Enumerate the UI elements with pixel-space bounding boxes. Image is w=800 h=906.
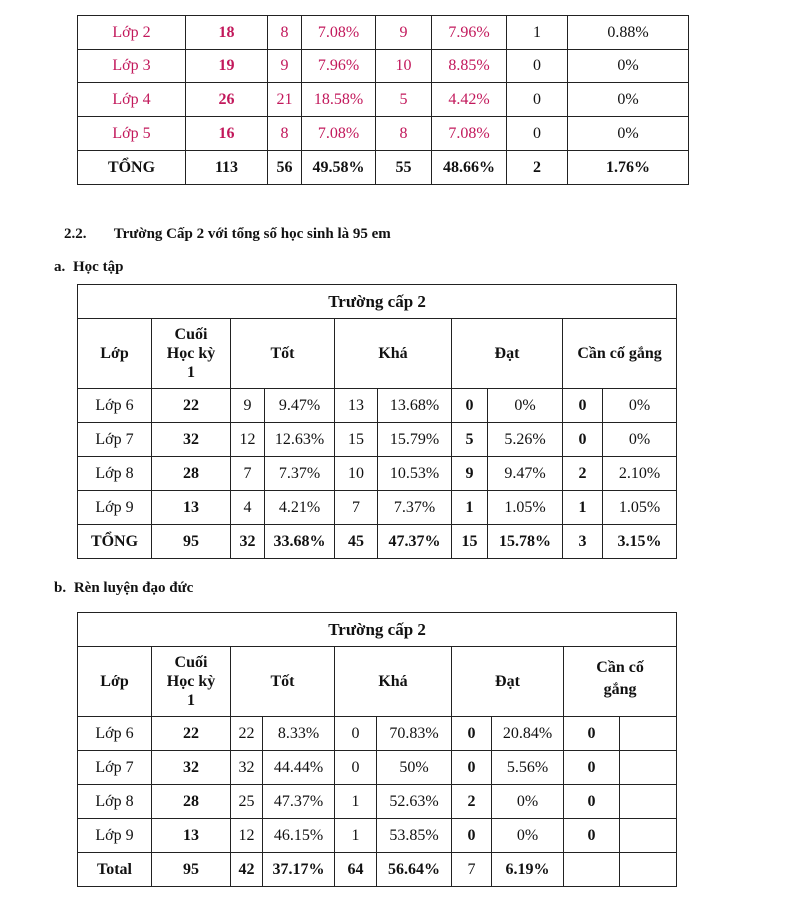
header-line: Cần cố xyxy=(596,659,644,676)
section-title: Trường Cấp 2 với tổng số học sinh là 95 em xyxy=(113,226,391,242)
table-cell: TỔNG xyxy=(78,525,152,559)
header-cuoi-hoc-ky xyxy=(152,319,231,389)
table-cell: 15 xyxy=(452,525,488,559)
section-number: 2.2. xyxy=(64,226,87,242)
table-cell: 49.58% xyxy=(302,151,376,185)
table-total-row xyxy=(78,525,677,559)
table-row xyxy=(78,16,689,50)
table-cell: 1 xyxy=(335,819,377,853)
table-row xyxy=(78,717,677,751)
grade-table-cap1-partial xyxy=(77,15,689,185)
table-cell: 7.37% xyxy=(265,457,335,491)
table-cell: 1 xyxy=(563,491,603,525)
table-cell: 47.37% xyxy=(378,525,452,559)
table-header-row xyxy=(78,647,677,717)
table-cell: 0% xyxy=(603,389,677,423)
table-cell: 32 xyxy=(231,525,265,559)
table-cell: 33.68% xyxy=(265,525,335,559)
table-cell: Lớp 9 xyxy=(78,819,152,853)
table-cell: 5.56% xyxy=(492,751,564,785)
table-cell: 32 xyxy=(231,751,263,785)
table-cell: 22 xyxy=(152,389,231,423)
table-cell: 5 xyxy=(376,83,432,117)
header-tot: Tốt xyxy=(231,319,335,389)
table-cell: 0 xyxy=(452,389,488,423)
table-cell: 95 xyxy=(152,853,231,887)
table-total-row xyxy=(78,853,677,887)
table-cell: 48.66% xyxy=(432,151,507,185)
table-cell: 0% xyxy=(568,117,689,151)
table-cell: 0 xyxy=(452,717,492,751)
table-cell: 7.37% xyxy=(378,491,452,525)
table-row xyxy=(78,50,689,83)
header-cuoi-hoc-ky xyxy=(152,647,231,717)
table-cell: 113 xyxy=(186,151,268,185)
table-cell: 28 xyxy=(152,457,231,491)
table-cell: 5 xyxy=(452,423,488,457)
table-cell: 0 xyxy=(564,717,620,751)
table-cell xyxy=(564,853,620,887)
table-cell: 8.33% xyxy=(263,717,335,751)
table-cell: 10 xyxy=(335,457,378,491)
table-row xyxy=(78,819,677,853)
table-cell: Lớp 2 xyxy=(78,16,186,50)
table-cell: TỔNG xyxy=(78,151,186,185)
header-line: Học kỳ xyxy=(166,673,216,690)
table-cell: 64 xyxy=(335,853,377,887)
table-cell: 50% xyxy=(377,751,452,785)
table-cell: 45 xyxy=(335,525,378,559)
table-cell: 2 xyxy=(507,151,568,185)
header-dat: Đạt xyxy=(452,319,563,389)
table-cell: 55 xyxy=(376,151,432,185)
table-cell xyxy=(620,785,677,819)
table-cell: 8 xyxy=(376,117,432,151)
table-cell: 47.37% xyxy=(263,785,335,819)
table-cell: 0 xyxy=(507,117,568,151)
table-cell xyxy=(620,751,677,785)
table-cell: 8.85% xyxy=(432,50,507,83)
table-cell: 0 xyxy=(507,50,568,83)
table-cell: 13 xyxy=(335,389,378,423)
table-cell: Lớp 6 xyxy=(78,389,152,423)
header-tot: Tốt xyxy=(231,647,335,717)
table-cell: 13 xyxy=(152,491,231,525)
table-cell: 12 xyxy=(231,819,263,853)
table-cell: 2 xyxy=(563,457,603,491)
table-cell: 9.47% xyxy=(488,457,563,491)
table-cell: 32 xyxy=(152,423,231,457)
table-cell: 56.64% xyxy=(377,853,452,887)
table-cell: Lớp 8 xyxy=(78,457,152,491)
table-row xyxy=(78,117,689,151)
header-line: 1 xyxy=(187,364,195,381)
table-cell: 9.47% xyxy=(265,389,335,423)
table-cell: 4.42% xyxy=(432,83,507,117)
table-cell: 7.08% xyxy=(302,117,376,151)
table-cell: 0% xyxy=(492,819,564,853)
table-cell: 22 xyxy=(152,717,231,751)
subheading-b xyxy=(54,580,193,597)
table-cell: 15 xyxy=(335,423,378,457)
table-cell: Total xyxy=(78,853,152,887)
table-cell: 16 xyxy=(186,117,268,151)
table-cell: 13 xyxy=(152,819,231,853)
table-cell: 15.79% xyxy=(378,423,452,457)
table-row xyxy=(78,785,677,819)
header-line: 1 xyxy=(187,692,195,709)
table-cell: 2.10% xyxy=(603,457,677,491)
table-cell: 32 xyxy=(152,751,231,785)
table-caption-row xyxy=(78,613,677,647)
table-cell: 0% xyxy=(568,50,689,83)
table-row xyxy=(78,457,677,491)
table-cell: 0 xyxy=(563,389,603,423)
table-cell: Lớp 8 xyxy=(78,785,152,819)
table-cell: 13.68% xyxy=(378,389,452,423)
table-cell: 1.05% xyxy=(603,491,677,525)
table-cell: 7.08% xyxy=(302,16,376,50)
table-cell: 1.76% xyxy=(568,151,689,185)
table-cell: Lớp 5 xyxy=(78,117,186,151)
table-cell: 9 xyxy=(231,389,265,423)
table-cell: 70.83% xyxy=(377,717,452,751)
table-total-row xyxy=(78,151,689,185)
table-cell: 2 xyxy=(452,785,492,819)
table-cell: 10 xyxy=(376,50,432,83)
table-cell: 95 xyxy=(152,525,231,559)
study-results-table xyxy=(77,284,677,559)
table-cell: 1.05% xyxy=(488,491,563,525)
table-cell: 10.53% xyxy=(378,457,452,491)
table-cell: 8 xyxy=(268,117,302,151)
table-cell: 9 xyxy=(452,457,488,491)
table-cell: 7 xyxy=(231,457,265,491)
table-caption-row xyxy=(78,285,677,319)
table-row xyxy=(78,389,677,423)
table-cell: Lớp 3 xyxy=(78,50,186,83)
header-kha: Khá xyxy=(335,319,452,389)
table-header-row xyxy=(78,319,677,389)
header-can-co-gang xyxy=(564,647,677,717)
table-cell: Lớp 6 xyxy=(78,717,152,751)
table-cell xyxy=(620,819,677,853)
subheading-a xyxy=(54,259,123,276)
table-cell: 7.08% xyxy=(432,117,507,151)
table-cell: 1 xyxy=(507,16,568,50)
table-cell: 8 xyxy=(268,16,302,50)
table-cell: 0 xyxy=(507,83,568,117)
table-cell: 20.84% xyxy=(492,717,564,751)
table-cell: 0 xyxy=(335,751,377,785)
table-cell: 0 xyxy=(452,819,492,853)
table-cell: 28 xyxy=(152,785,231,819)
header-line: Cuối xyxy=(174,326,208,343)
subheading-label: b. xyxy=(54,580,67,596)
table-cell: 52.63% xyxy=(377,785,452,819)
header-lop: Lớp xyxy=(78,319,152,389)
table-cell: 0.88% xyxy=(568,16,689,50)
table-cell: 12 xyxy=(231,423,265,457)
table-cell: 0 xyxy=(335,717,377,751)
table-caption: Trường cấp 2 xyxy=(78,285,677,319)
subheading-label: a. xyxy=(54,259,66,275)
table-cell xyxy=(620,717,677,751)
table-cell: 0 xyxy=(564,751,620,785)
table-cell: 37.17% xyxy=(263,853,335,887)
table-cell: 26 xyxy=(186,83,268,117)
table-cell: 15.78% xyxy=(488,525,563,559)
table-cell: 18.58% xyxy=(302,83,376,117)
table-cell: 7.96% xyxy=(302,50,376,83)
table-row xyxy=(78,491,677,525)
header-lop: Lớp xyxy=(78,647,152,717)
table-cell: 25 xyxy=(231,785,263,819)
table-cell: Lớp 4 xyxy=(78,83,186,117)
table-cell: 19 xyxy=(186,50,268,83)
table-cell: 0 xyxy=(564,819,620,853)
conduct-results-table xyxy=(77,612,677,887)
subheading-title: Rèn luyện đạo đức xyxy=(73,580,194,596)
table-cell: Lớp 9 xyxy=(78,491,152,525)
table-cell: 6.19% xyxy=(492,853,564,887)
table-cell: 7.96% xyxy=(432,16,507,50)
table-cell: Lớp 7 xyxy=(78,751,152,785)
table-cell: 0% xyxy=(568,83,689,117)
table-caption: Trường cấp 2 xyxy=(78,613,677,647)
table-cell: 0 xyxy=(564,785,620,819)
header-kha: Khá xyxy=(335,647,452,717)
table-cell: 3.15% xyxy=(603,525,677,559)
table-cell: 44.44% xyxy=(263,751,335,785)
table-cell: 4 xyxy=(231,491,265,525)
table-cell: 0 xyxy=(452,751,492,785)
table-cell: 9 xyxy=(268,50,302,83)
table-cell: 0% xyxy=(603,423,677,457)
table-cell: 56 xyxy=(268,151,302,185)
table-cell: Lớp 7 xyxy=(78,423,152,457)
table-cell: 22 xyxy=(231,717,263,751)
table-cell: 12.63% xyxy=(265,423,335,457)
table-cell: 7 xyxy=(452,853,492,887)
table-row xyxy=(78,83,689,117)
table-cell: 3 xyxy=(563,525,603,559)
header-line: Cuối xyxy=(174,654,208,671)
header-line: Học kỳ xyxy=(166,345,216,362)
subheading-title: Học tập xyxy=(73,259,124,275)
table-row xyxy=(78,423,677,457)
table-cell xyxy=(620,853,677,887)
table-cell: 1 xyxy=(452,491,488,525)
table-cell: 0 xyxy=(563,423,603,457)
table-cell: 53.85% xyxy=(377,819,452,853)
table-cell: 7 xyxy=(335,491,378,525)
table-cell: 5.26% xyxy=(488,423,563,457)
table-row xyxy=(78,751,677,785)
table-cell: 42 xyxy=(231,853,263,887)
header-line: gắng xyxy=(603,681,637,698)
table-cell: 46.15% xyxy=(263,819,335,853)
header-dat: Đạt xyxy=(452,647,564,717)
table-cell: 1 xyxy=(335,785,377,819)
section-heading-2-2 xyxy=(64,226,391,243)
table-cell: 21 xyxy=(268,83,302,117)
table-cell: 0% xyxy=(492,785,564,819)
table-cell: 9 xyxy=(376,16,432,50)
table-cell: 18 xyxy=(186,16,268,50)
table-cell: 4.21% xyxy=(265,491,335,525)
table-cell: 0% xyxy=(488,389,563,423)
header-can-co-gang: Cần cố gắng xyxy=(563,319,677,389)
